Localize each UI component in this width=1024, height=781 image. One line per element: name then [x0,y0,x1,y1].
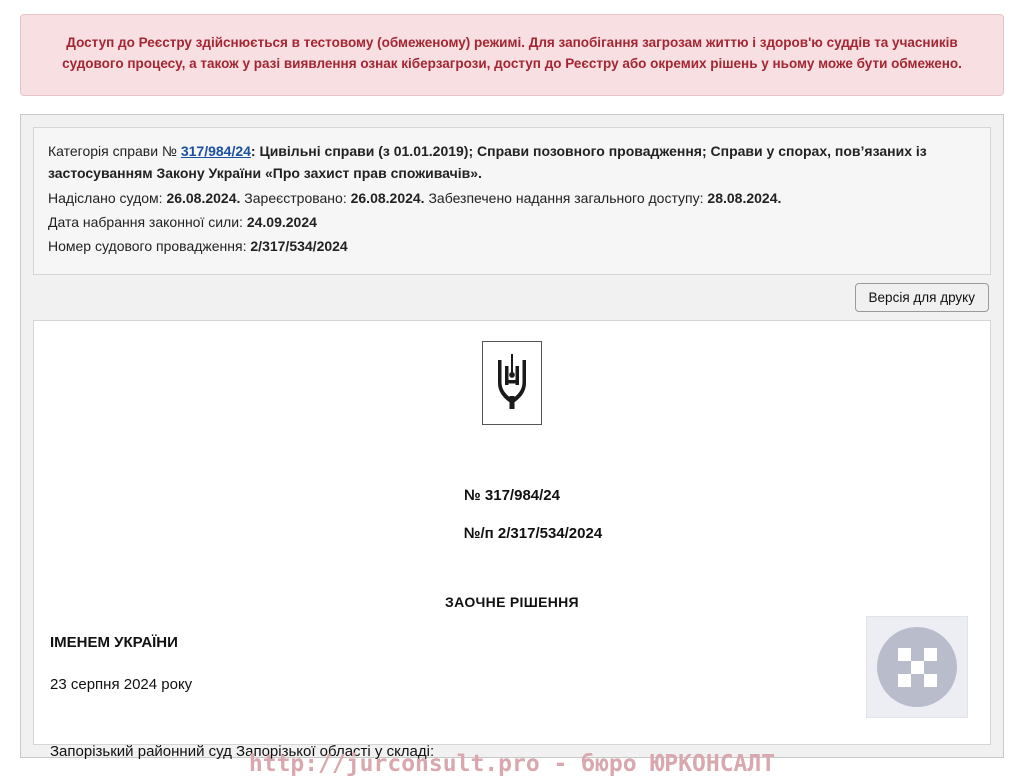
toolbar [33,275,991,320]
force-label: Дата набрання законної сили: [48,214,247,231]
case-dates-line [48,187,976,209]
document-number: № 317/984/24 [464,486,560,504]
case-force-line [48,211,976,233]
decision-card [20,114,1004,758]
case-category-text: : Цивільні справи (з 01.01.2019); Справи позовного провадження; Справи у спорах, пов’язаних із застосуванням Закону України «Про захист прав споживачів». [48,142,927,182]
document-date: 23 серпня 2024 року [50,675,193,693]
print-version-button[interactable]: Версія для друку [855,283,989,312]
coat-of-arms-icon [482,341,542,425]
sent-value: 26.08.2024. [166,189,241,206]
proceeding-value: 2/317/534/2024 [250,238,348,255]
case-category-line [48,140,976,185]
emblem-wrap [50,341,974,425]
page-root [0,14,1024,781]
proceeding-label: Номер судового провадження: [48,238,251,255]
document-viewer [33,320,991,760]
document-proceeding-number: №/п 2/317/534/2024 [463,524,603,542]
document-title: ЗАОЧНЕ РІШЕННЯ [445,593,579,610]
document-body-first-line: Запорізький районний суд Запорізької області у складі: [50,742,435,760]
warning-banner: Доступ до Реєстру здійснюється в тестовому (обмеженому) режимі. Для запобігання загрозам життю і здоров'ю суддів та учасників судового процесу, а також у разі виявлення ознак кіберзагрози, доступ до Реєстру або окремих рішень у ньому може бути обмежено. [20,14,1004,96]
force-value: 24.09.2024 [246,214,317,231]
public-value: 28.08.2024. [707,189,782,206]
document-subtitle: ІМЕНЕМ УКРАЇНИ [50,633,178,651]
registered-label: Зареєстровано: [240,189,351,206]
case-meta-box [33,127,991,275]
site-watermark: http://jurconsult.pro - бюро ЮРКОНСАЛТ [248,751,776,777]
registered-value: 26.08.2024. [350,189,425,206]
jurconsult-logo-icon [866,616,968,718]
sent-label: Надіслано судом: [48,189,167,206]
case-number-link[interactable]: 317/984/24 [180,142,251,159]
public-label: Забезпечено надання загального доступу: [424,189,708,206]
case-proceeding-line [48,235,976,257]
case-category-label: Категорія справи № [48,142,181,159]
